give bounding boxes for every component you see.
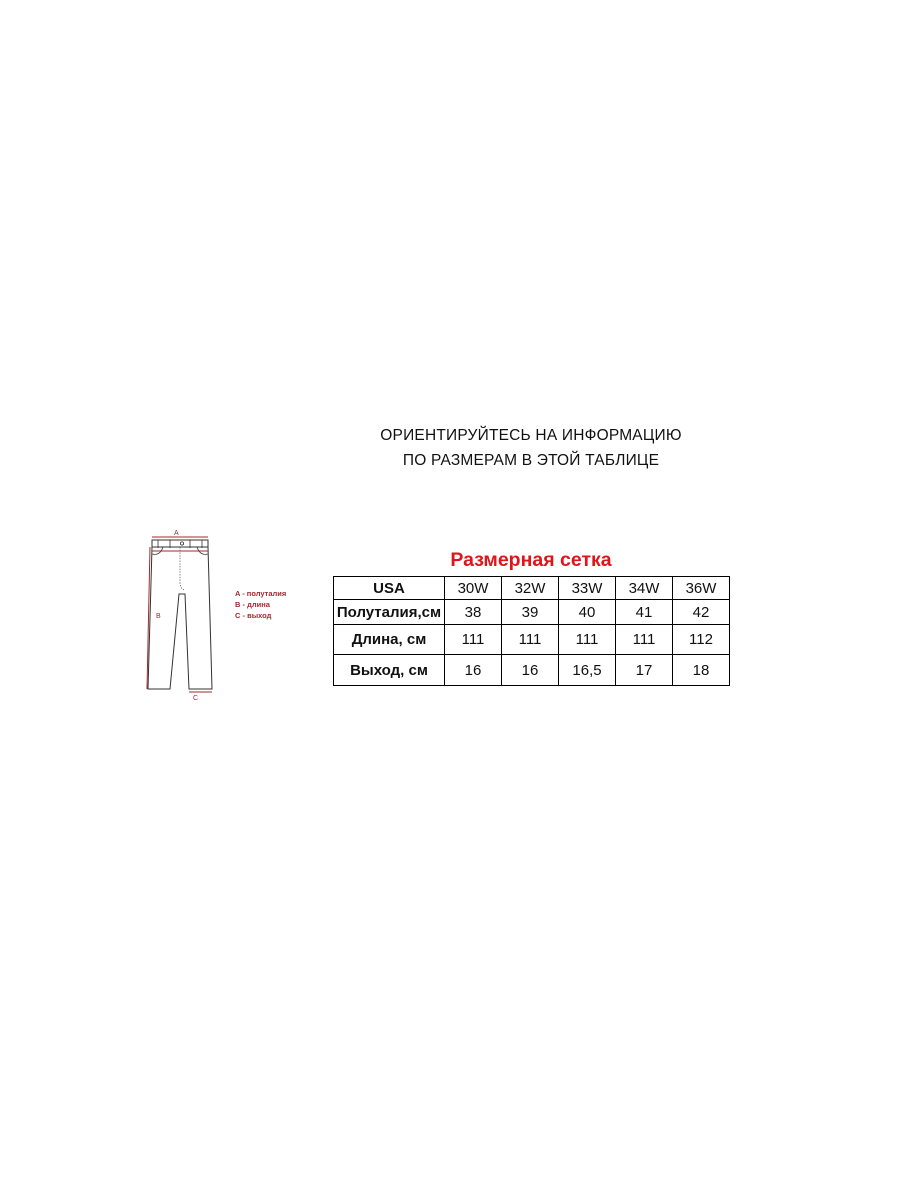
table-cell: 18	[673, 655, 730, 686]
table-header-label: USA	[334, 577, 445, 600]
table-cell: 42	[673, 600, 730, 625]
measure-c-label: C	[193, 695, 199, 702]
intro-line-2: ПО РАЗМЕРАМ В ЭТОЙ ТАБЛИЦЕ	[402, 452, 660, 469]
table-header-cell: 30W	[445, 577, 502, 600]
table-cell: 17	[616, 655, 673, 686]
legend-item-c: C - выход	[235, 611, 272, 620]
intro-text	[330, 423, 732, 473]
table-cell: 111	[616, 625, 673, 655]
table-cell: 111	[559, 625, 616, 655]
measure-b-label: B	[156, 613, 161, 620]
table-header-cell: 33W	[559, 577, 616, 600]
table-cell: 111	[445, 625, 502, 655]
table-row-label: Выход, см	[334, 655, 445, 686]
table-row	[334, 600, 730, 625]
table-cell: 38	[445, 600, 502, 625]
table-cell: 16	[502, 655, 559, 686]
table-cell: 111	[502, 625, 559, 655]
table-cell: 112	[673, 625, 730, 655]
table-row-label: Длина, см	[334, 625, 445, 655]
intro-line-1: ОРИЕНТИРУЙТЕСЬ НА ИНФОРМАЦИЮ	[380, 427, 682, 444]
table-header-cell: 34W	[616, 577, 673, 600]
table-header-row	[334, 577, 730, 600]
table-cell: 41	[616, 600, 673, 625]
table-row	[334, 655, 730, 686]
pants-measurement-diagram	[130, 522, 230, 707]
legend-item-b: B - длина	[235, 600, 270, 609]
measure-a-label: A	[174, 530, 179, 537]
legend-item-a: A - полуталия	[235, 589, 287, 598]
table-row	[334, 625, 730, 655]
table-cell: 16	[445, 655, 502, 686]
diagram-legend	[235, 588, 286, 621]
table-header-cell: 36W	[673, 577, 730, 600]
table-row-label: Полуталия,см	[334, 600, 445, 625]
table-cell: 39	[502, 600, 559, 625]
table-cell: 16,5	[559, 655, 616, 686]
table-cell: 40	[559, 600, 616, 625]
table-header-cell: 32W	[502, 577, 559, 600]
size-chart-title: Размерная сетка	[450, 549, 612, 571]
size-table	[333, 576, 730, 686]
